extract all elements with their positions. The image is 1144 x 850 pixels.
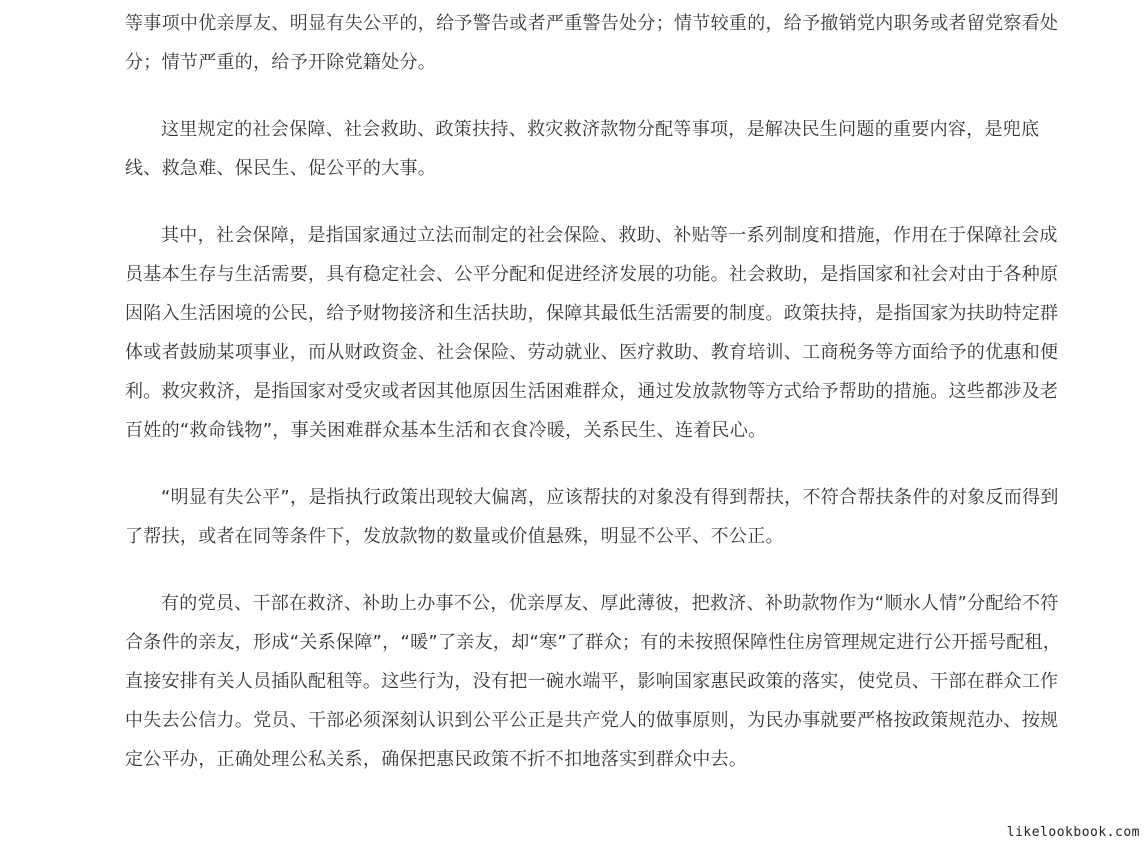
paragraph-term-explanations: 其中，社会保障，是指国家通过立法而制定的社会保险、救助、补贴等一系列制度和措施，作用在于保障社会成员基本生存与生活需要，具有稳定社会、公平分配和促进经济发展的功能。社会救助，是指国家和社会对由于各种原因陷入生活困境的公民，给予财物接济和生活扶助，保障其最低生活需要的制度。政策扶持，是指国家为扶助特定群体或者鼓励某项事业，而从财政资金、社会保险、劳动就业、医疗救助、教育培训、工商税务等方面给予的优惠和便利。救灾救济，是指国家对受灾或者因其他原因生活困难群众，通过发放款物等方式给予帮助的措施。这些都涉及老百姓的“救命钱物”，事关困难群众基本生活和衣食冷暖，关系民生、连着民心。 [125,225,1059,441]
paragraph-disciplinary-clause: 等事项中优亲厚友、明显有失公平的，给予警告或者严重警告处分；情节较重的，给予撤销党内职务或者留党察看处分；情节严重的，给予开除党籍处分。 [125,13,1059,73]
site-watermark: likelookbook.com [1003,823,1144,842]
paragraph-violation-examples: 有的党员、干部在救济、补助上办事不公，优亲厚友、厚此薄彼，把救济、补助款物作为“顺水人情”分配给不符合条件的亲友，形成“关系保障”，“暖”了亲友，却“寒”了群众；有的未按照保障性住房管理规定进行公开摇号配租，直接安排有关人员插队配租等。这些行为，没有把一碗水端平，影响国家惠民政策的落实，使党员、干部在群众工作中失去公信力。党员、干部必须深刻认识到公平公正是共产党人的做事原则，为民办事就要严格按政策规范办、按规定公平办，正确处理公私关系，确保把惠民政策不折不扣地落实到群众中去。 [125,593,1062,770]
paragraph-unfairness-definition: “明显有失公平”，是指执行政策出现较大偏离，应该帮扶的对象没有得到帮扶，不符合帮扶条件的对象反而得到了帮扶，或者在同等条件下，发放款物的数量或价值悬殊，明显不公平、不公正。 [125,487,1059,547]
paragraph-scope-definition: 这里规定的社会保障、社会救助、政策扶持、救灾救济款物分配等事项，是解决民生问题的重要内容，是兜底线、救急难、保民生、促公平的大事。 [125,119,1040,179]
article-body [125,4,1070,807]
